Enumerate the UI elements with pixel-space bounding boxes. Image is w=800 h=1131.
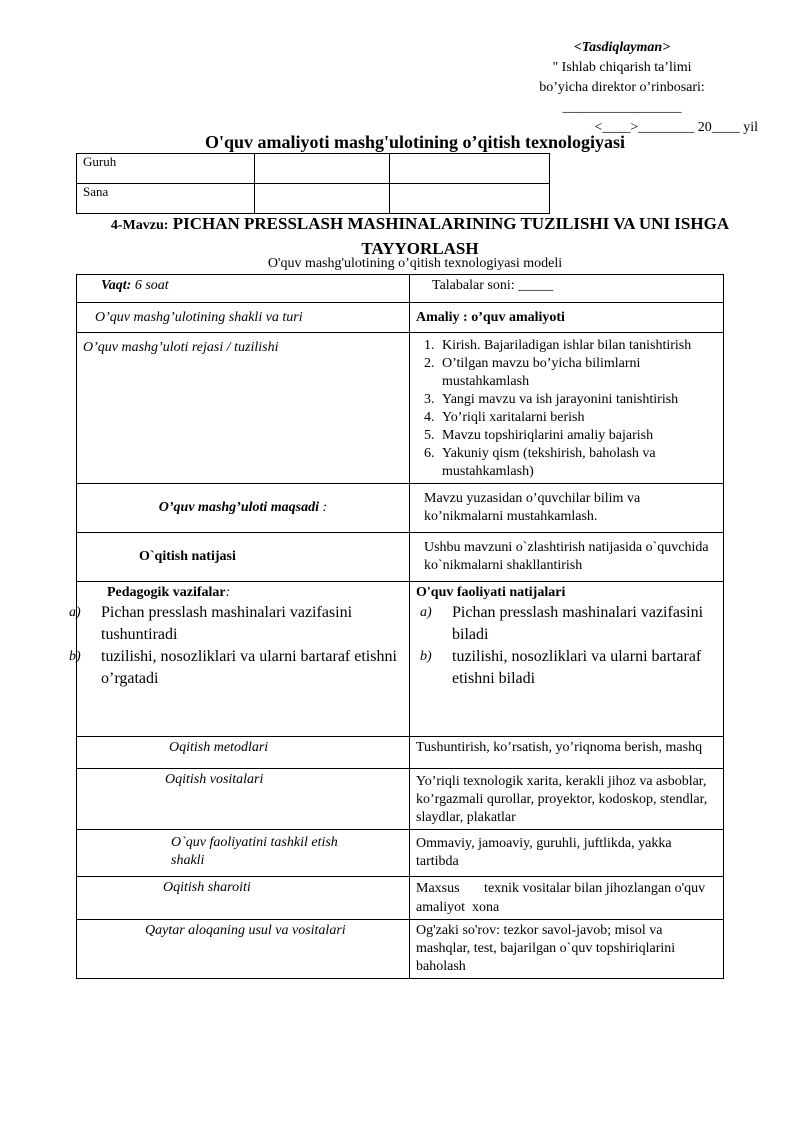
organization-label: O`quv faoliyatini tashkil etish shakli bbox=[77, 830, 410, 877]
list-item bbox=[63, 646, 403, 690]
goal-cell bbox=[77, 484, 410, 533]
list-marker: a) bbox=[69, 605, 81, 620]
pedagogic-colon: : bbox=[225, 585, 231, 600]
table-row bbox=[77, 737, 724, 769]
goal-colon: : bbox=[319, 500, 328, 515]
methods-label: Oqitish metodlari bbox=[77, 737, 410, 769]
list-item bbox=[63, 602, 403, 646]
time-value: 6 soat bbox=[134, 278, 169, 293]
list-text: Pichan presslash mashinalari vazifasini biladi bbox=[452, 604, 704, 643]
organization-value: Ommaviy, jamoaviy, guruhli, juftlikda, yakka tartibda bbox=[410, 830, 724, 877]
table-row bbox=[77, 920, 724, 979]
approval-date: <____>________ 20____ yil bbox=[594, 120, 758, 135]
result-label: O`qitish natijasi bbox=[77, 533, 410, 582]
group-cell bbox=[255, 154, 390, 184]
goal-value: Mavzu yuzasidan o’quvchilar bilim va ko’nikmalarni mustahkamlash. bbox=[410, 484, 724, 533]
table-row bbox=[77, 582, 724, 737]
date-cell bbox=[255, 184, 390, 214]
group-table bbox=[76, 153, 550, 214]
feedback-value: Og'zaki so'rov: tezkor savol-javob; misol va mashqlar, test, bajarilgan o`quv topshiriqlarini baholash bbox=[410, 920, 724, 979]
plan-item: 5. Mavzu topshiriqlarini amaliy bajarish bbox=[438, 427, 717, 445]
goal-label: O’quv mashg’uloti maqsadi bbox=[158, 500, 320, 515]
approval-signature: _________________ bbox=[562, 100, 682, 115]
table-row bbox=[77, 184, 550, 214]
form-label: O’quv mashg’ulotining shakli va turi bbox=[77, 303, 410, 333]
date-label: Sana bbox=[77, 184, 255, 214]
pedagogic-cell bbox=[69, 582, 410, 737]
conditions-value: Maxsus texnik vositalar bilan jihozlangan o'quv amaliyot xona bbox=[410, 877, 724, 920]
list-item bbox=[414, 646, 717, 690]
approval-line-2: bo’yicha direktor o’rinbosari: bbox=[539, 80, 705, 95]
result-value: Ushbu mavzuni o`zlashtirish natijasida o`quvchida ko`nikmalarni shakllantirish bbox=[410, 533, 724, 582]
table-row bbox=[77, 275, 724, 303]
methods-value: Tushuntirish, ko’rsatish, yo’riqnoma berish, mashq bbox=[410, 737, 724, 769]
plan-item: 3. Yangi mavzu va ish jarayonini tanishtirish bbox=[438, 391, 717, 409]
date-cell bbox=[390, 184, 550, 214]
students-cell: Talabalar soni: _____ bbox=[410, 275, 724, 303]
time-label: Vaqt: bbox=[101, 278, 132, 293]
plan-list bbox=[416, 337, 717, 481]
table-row bbox=[77, 877, 724, 920]
time-cell bbox=[77, 275, 410, 303]
table-row bbox=[77, 769, 724, 830]
approval-block bbox=[492, 38, 758, 138]
plan-item: 1. Kirish. Bajariladigan ishlar bilan tanishtirish bbox=[438, 337, 717, 355]
list-marker: b) bbox=[420, 649, 432, 664]
table-row bbox=[77, 830, 724, 877]
plan-cell bbox=[410, 333, 724, 484]
table-row bbox=[77, 154, 550, 184]
table-row bbox=[77, 484, 724, 533]
feedback-label: Qaytar aloqaning usul va vositalari bbox=[77, 920, 410, 979]
topic-heading bbox=[100, 212, 740, 260]
list-marker: b) bbox=[69, 649, 81, 664]
group-label: Guruh bbox=[77, 154, 255, 184]
pedagogic-label: Pedagogik vazifalar bbox=[107, 585, 226, 600]
approval-line-1: " Ishlab chiqarish ta’limi bbox=[552, 60, 692, 75]
plan-item: 4. Yo’riqli xaritalarni berish bbox=[438, 409, 717, 427]
model-title: O'quv mashg'ulotining o’qitish texnologiyasi modeli bbox=[267, 256, 563, 271]
approval-heading: <Tasdiqlayman> bbox=[573, 40, 671, 55]
list-marker: a) bbox=[420, 605, 432, 620]
document-title: O'quv amaliyoti mashg'ulotining o’qitish texnologiyasi bbox=[204, 132, 626, 152]
conditions-label: Oqitish sharoiti bbox=[77, 877, 410, 920]
tools-label: Oqitish vositalari bbox=[77, 769, 410, 830]
model-table bbox=[69, 274, 724, 979]
list-text: tuzilishi, nosozliklari va ularni bartaraf etishni biladi bbox=[452, 648, 702, 687]
table-row bbox=[77, 333, 724, 484]
list-item bbox=[414, 602, 717, 646]
pedagogic-list bbox=[63, 602, 403, 690]
plan-item: 6. Yakuniy qism (tekshirish, baholash va mustahkamlash) bbox=[438, 445, 717, 481]
table-row bbox=[77, 303, 724, 333]
pedagogic-heading bbox=[83, 584, 403, 602]
plan-item: 2. O’tilgan mavzu bo’yicha bilimlarni mustahkamlash bbox=[438, 355, 717, 391]
activity-label: O'quv faoliyati natijalari bbox=[416, 585, 566, 600]
topic-label: 4-Mavzu: bbox=[110, 218, 169, 233]
tools-value: Yo’riqli texnologik xarita, kerakli jihoz va asboblar, ko’rgazmali qurollar, proyektor, kodoskop, stendlar, slaydlar, plakatlar bbox=[410, 769, 724, 830]
list-text: Pichan presslash mashinalari vazifasini tushuntiradi bbox=[101, 604, 353, 643]
activity-list bbox=[414, 602, 717, 690]
plan-label: O’quv mashg’uloti rejasi / tuzilishi bbox=[77, 333, 410, 484]
group-cell bbox=[390, 154, 550, 184]
topic-title: PICHAN PRESSLASH MASHINALARINING TUZILISHI VA UNI ISHGA TAYYORLASH bbox=[172, 214, 730, 258]
table-row bbox=[77, 533, 724, 582]
activity-cell bbox=[410, 582, 724, 737]
list-text: tuzilishi, nosozliklari va ularni bartaraf etishni o’rgatadi bbox=[101, 648, 397, 687]
form-value: Amaliy : o’quv amaliyoti bbox=[410, 303, 724, 333]
